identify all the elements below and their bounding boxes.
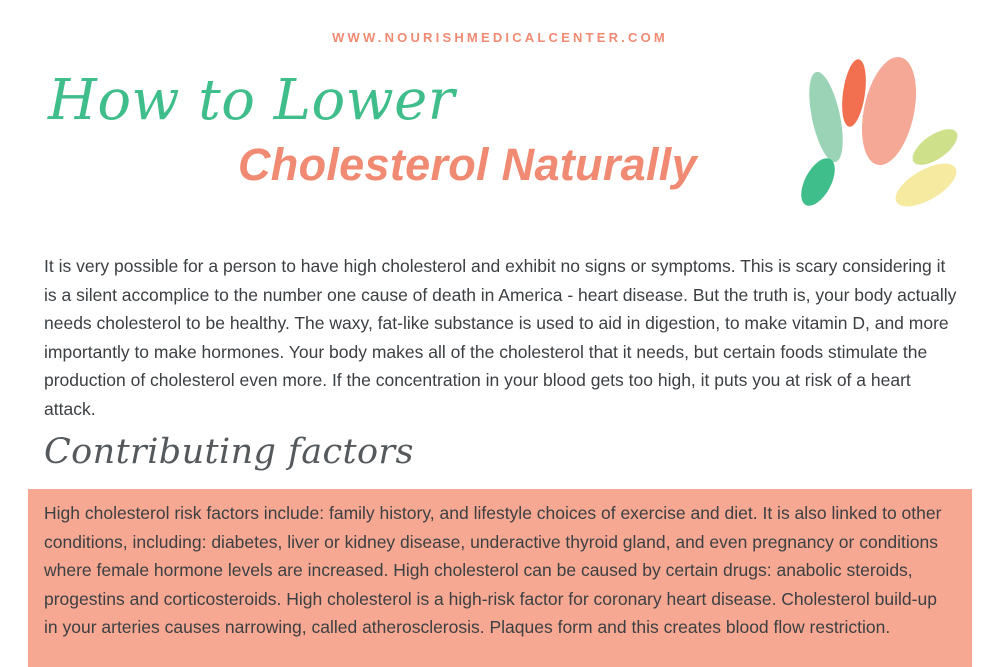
section-heading: Contributing factors bbox=[44, 432, 414, 472]
website-url: WWW.NOURISHMEDICALCENTER.COM bbox=[332, 30, 668, 45]
intro-paragraph: It is very possible for a person to have high cholesterol and exhibit no signs or symptoms. This is scary considering it is a silent accomplice to the number one cause of death in America - heart disease. But the truth is, your body actually needs cholesterol to be healthy. The waxy, fat-like substance is used to aid in digestion, to make vitamin D, and more importantly to make hormones. Your body makes all of the cholesterol that it needs, but certain foods stimulate the production of cholesterol even more. If the concentration in your blood gets too high, it puts you at risk of a heart attack. bbox=[44, 256, 957, 419]
page-title-line-1: How to Lower bbox=[48, 68, 456, 133]
highlight-box bbox=[28, 489, 972, 667]
page-title-line-2: Cholesterol Naturally bbox=[238, 138, 697, 190]
highlight-paragraph: High cholesterol risk factors include: family history, and lifestyle choices of exercise and diet. It is also linked to other conditions, including: diabetes, liver or kidney disease, underactive thyroid gland, and even pregnancy or conditions where female hormone levels are increased. High cholesterol can be caused by certain drugs: anabolic steroids, progestins and corticosteroids. High cholesterol is a high-risk factor for coronary heart disease. Cholesterol build-up in your arteries causes narrowing, called atherosclerosis. Plaques form and this creates blood flow restriction. bbox=[44, 503, 942, 637]
page-title bbox=[48, 68, 808, 191]
leaf-cluster-icon bbox=[788, 55, 968, 220]
